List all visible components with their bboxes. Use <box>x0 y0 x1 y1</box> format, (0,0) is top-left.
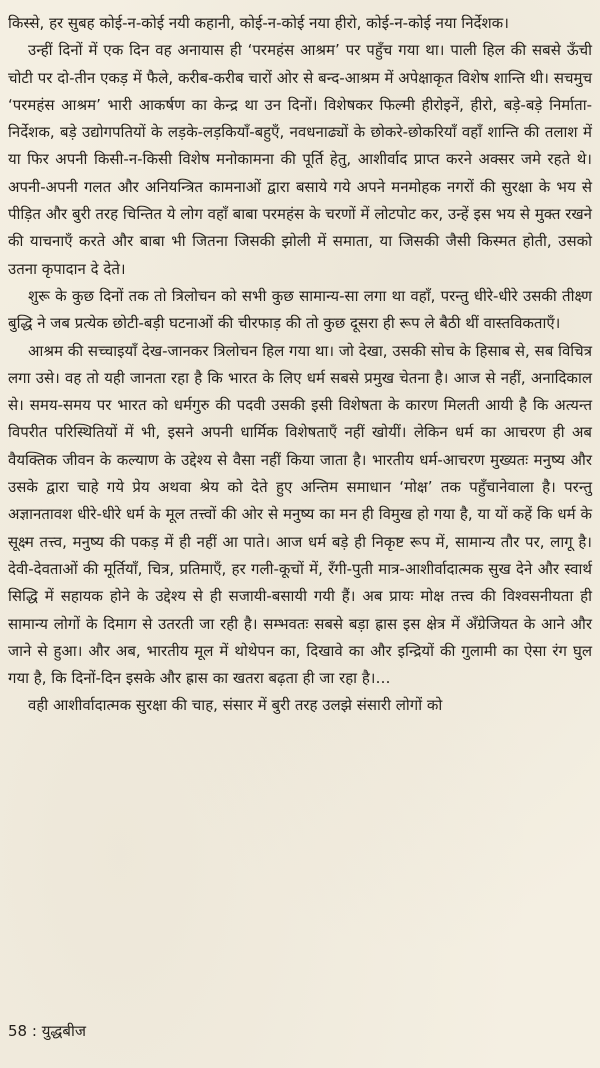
paragraph: उन्हीं दिनों में एक दिन वह अनायास ही ‘परमहंस आश्रम’ पर पहुँच गया था। पाली हिल की सबसे ऊँची चोटी पर दो-तीन एकड़ में फैले, करीब-करीब चारों ओर से बन्द-आश्रम में अपेक्षाकृत विशेष शान्ति थी। सचमुच ‘परमहंस आश्रम’ भारी आकर्षण का केन्द्र था उन दिनों। विशेषकर फिल्मी हीरोइनें, हीरो, बड़े-बड़े निर्माता-निर्देशक, बड़े उद्योगपतियों के लड़के-लड़कियाँ-बहुएँ, नवधनाढ्यों के छोकरे-छोकरियाँ वहाँ शान्ति की तलाश में या फिर अपनी किसी-न-किसी विशेष मनोकामना की पूर्ति हेतु, आशीर्वाद प्राप्त करने अक्सर जमे रहते थे। अपनी-अपनी गलत और अनियन्त्रित कामनाओं द्वारा बसाये गये अपने मनमोहक नगरों की सुरक्षा के भय से पीड़ित और बुरी तरह चिन्तित ये लोग वहाँ बाबा परमहंस के चरणों में लोटपोट कर, उन्हें इस भय से मुक्त रखने की याचनाएँ करते और बाबा भी जितना जिसकी झोली में समाता, या जिसकी जैसी किस्मत होती, उसको उतना कृपादान दे देते। <box>8 41 592 278</box>
paragraph-continuation: किस्से, हर सुबह कोई-न-कोई नयी कहानी, कोई-न-कोई नया हीरो, कोई-न-कोई नया निर्देशक। <box>8 14 509 32</box>
book-title: युद्धबीज <box>41 1022 86 1040</box>
paragraph: वही आशीर्वादात्मक सुरक्षा की चाह, संसार में बुरी तरह उलझे संसारी लोगों को <box>28 696 443 715</box>
page-number: 58 <box>8 1022 28 1040</box>
paragraph: शुरू के कुछ दिनों तक तो त्रिलोचन को सभी कुछ सामान्य-सा लगा था वहाँ, परन्तु धीरे-धीरे उसकी तीक्ष्ण बुद्धि ने जब प्रत्येक छोटी-बड़ी घटनाओं की चीरफाड़ की तो कुछ दूसरा ही रूप ले बैठी थीं वास्तविकताएँ। <box>8 286 592 333</box>
paragraph: आश्रम की सच्चाइयाँ देख-जानकर त्रिलोचन हिल गया था। जो देखा, उसकी सोच के हिसाब से, सब विचित्र लगा उसे। वह तो यही जानता रहा है कि भारत के लिए धर्म सबसे प्रमुख चेतना है। आज से नहीं, अनादिकाल से। समय-समय पर भारत को धर्मगुरु की पदवी उसकी इसी विशेषता के कारण मिलती आयी है कि अत्यन्त विपरीत परिस्थितियों में भी, इसने अपनी धार्मिक विशेषताएँ नहीं खोयीं। लेकिन धर्म का आचरण ही अब वैयक्तिक जीवन के कल्याण के उद्देश्य से वैसा नहीं किया जाता है। भारतीय धर्म-आचरण मुख्यतः मनुष्य और उसके द्वारा चाहे गये प्रेय अथवा श्रेय को देते हुए अन्तिम समाधान ‘मोक्ष’ तक पहुँचानेवाला है। परन्तु अज्ञानतावश धीरे-धीरे धर्म के मूल तत्त्वों की ओर से मनुष्य का मन ही विमुख हो गया है, या यों कहें कि धर्म के सूक्ष्म तत्त्व, मनुष्य की पकड़ में ही नहीं आ पाते। आज धर्म बड़े ही निकृष्ट रूप में, सामान्य तौर पर, लागू है। देवी-देवताओं की मूर्तियाँ, चित्र, प्रतिमाएँ, हर गली-कूचों में, रँगी-पुती मात्र-आशीर्वादात्मक सुख देने और स्वार्थ सिद्धि में सहायक होने के उद्देश्य से ही सजायी-बसायी गयी हैं। अब प्रायः मोक्ष तत्त्व की विश्वसनीयता ही सामान्य लोगों के दिमाग से उतरती जा रही है। सम्भवतः सबसे बड़ा ह्रास इस क्षेत्र में अँग्रेजियत के आने और जाने से हुआ। और अब, भारतीय मूल में थोथेपन का, दिखावे का और इन्द्रियों की गुलामी का ऐसा रंग घुल गया है, कि दिनों-दिन इसके और ह्रास का खतरा बढ़ता ही जा रहा है।… <box>8 341 592 688</box>
body-text <box>8 10 592 720</box>
footer-separator: : <box>31 1022 37 1040</box>
page-footer <box>8 1020 86 1042</box>
